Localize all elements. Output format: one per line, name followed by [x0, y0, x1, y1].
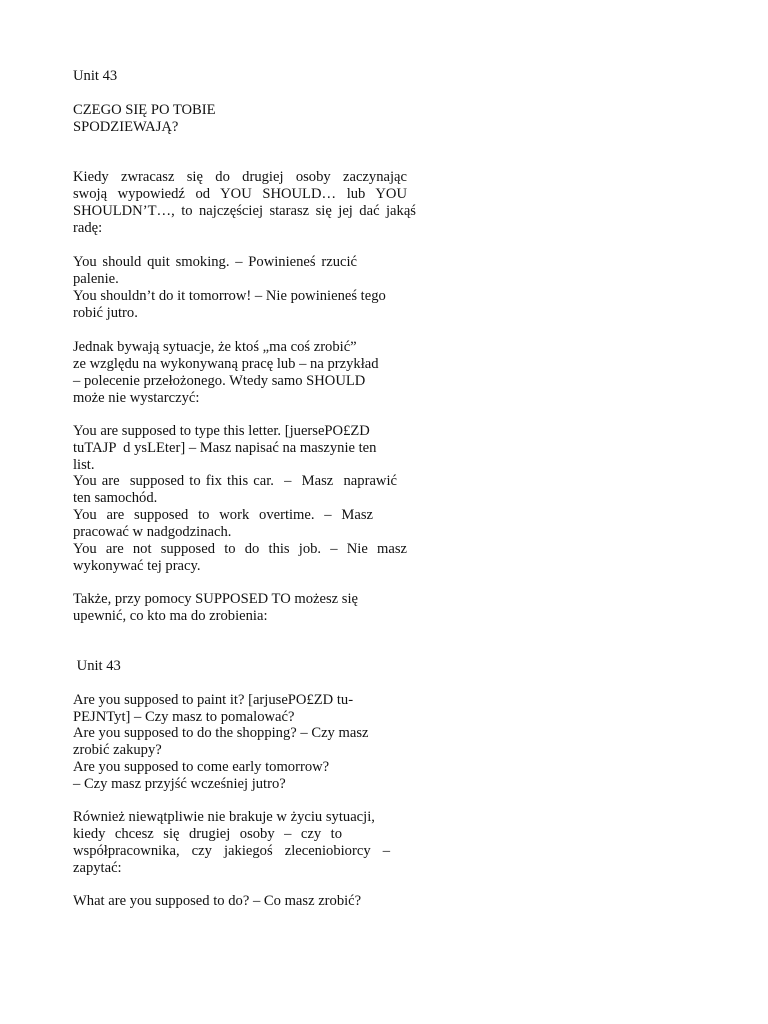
- example-line: You should quit smoking. – Powinieneś rzucić: [73, 254, 357, 270]
- paragraph-line: może nie wystarczyć:: [73, 390, 200, 406]
- example-line: PEJNTyt] – Czy masz to pomalować?: [73, 709, 295, 725]
- example-line: robić jutro.: [73, 305, 138, 321]
- example-line: What are you supposed to do? – Co masz zrobić?: [73, 893, 362, 909]
- example-line: zrobić zakupy?: [73, 742, 162, 758]
- paragraph-line: Również niewątpliwie nie brakuje w życiu sytuacji,: [73, 809, 375, 825]
- paragraph-line: Także, przy pomocy SUPPOSED TO możesz się: [73, 591, 359, 607]
- example-line: list.: [73, 457, 95, 473]
- example-line: You are not supposed to do this job. – Nie masz: [73, 541, 407, 557]
- example-line: You are supposed to type this letter. [juersePO£ZD: [73, 423, 370, 439]
- unit-heading: Unit 43: [73, 658, 121, 674]
- example-line: palenie.: [73, 271, 119, 287]
- example-line: Are you supposed to come early tomorrow?: [73, 759, 330, 775]
- document-page: [73, 0, 418, 1024]
- example-line: wykonywać tej pracy.: [73, 558, 201, 574]
- paragraph-line: ze względu na wykonywaną pracę lub – na przykład: [73, 356, 379, 372]
- example-line: You are supposed to fix this car. – Masz naprawić: [73, 473, 397, 489]
- paragraph-line: radę:: [73, 220, 103, 236]
- example-line: You are supposed to work overtime. – Masz: [73, 507, 373, 523]
- example-line: You shouldn’t do it tomorrow! – Nie powinieneś tego: [73, 288, 386, 304]
- paragraph-line: upewnić, co kto ma do zrobienia:: [73, 608, 268, 624]
- example-line: Are you supposed to paint it? [arjusePO£ZD tu-: [73, 692, 354, 708]
- unit-heading: Unit 43: [73, 68, 118, 84]
- paragraph-line: Jednak bywają sytuacje, że ktoś „ma coś zrobić”: [73, 339, 357, 355]
- paragraph-line: – polecenie przełożonego. Wtedy samo SHOULD: [73, 373, 366, 389]
- title-line: CZEGO SIĘ PO TOBIE: [73, 102, 216, 118]
- paragraph-line: SHOULDN’T…, to najczęściej starasz się jej dać jakąś: [73, 203, 416, 219]
- example-line: pracować w nadgodzinach.: [73, 524, 232, 540]
- paragraph-line: swoją wypowiedź od YOU SHOULD… lub YOU: [73, 186, 407, 202]
- paragraph-line: kiedy chcesz się drugiej osoby – czy to: [73, 826, 342, 842]
- example-line: tuTAJP d ysLEter] – Masz napisać na maszynie ten: [73, 440, 377, 456]
- example-line: ten samochód.: [73, 490, 158, 506]
- title-line: SPODZIEWAJĄ?: [73, 119, 179, 135]
- example-line: – Czy masz przyjść wcześniej jutro?: [73, 776, 286, 792]
- paragraph-line: Kiedy zwracasz się do drugiej osoby zaczynając: [73, 169, 407, 185]
- paragraph-line: współpracownika, czy jakiegoś zleceniobiorcy –: [73, 843, 390, 859]
- paragraph-line: zapytać:: [73, 860, 122, 876]
- example-line: Are you supposed to do the shopping? – Czy masz: [73, 725, 369, 741]
